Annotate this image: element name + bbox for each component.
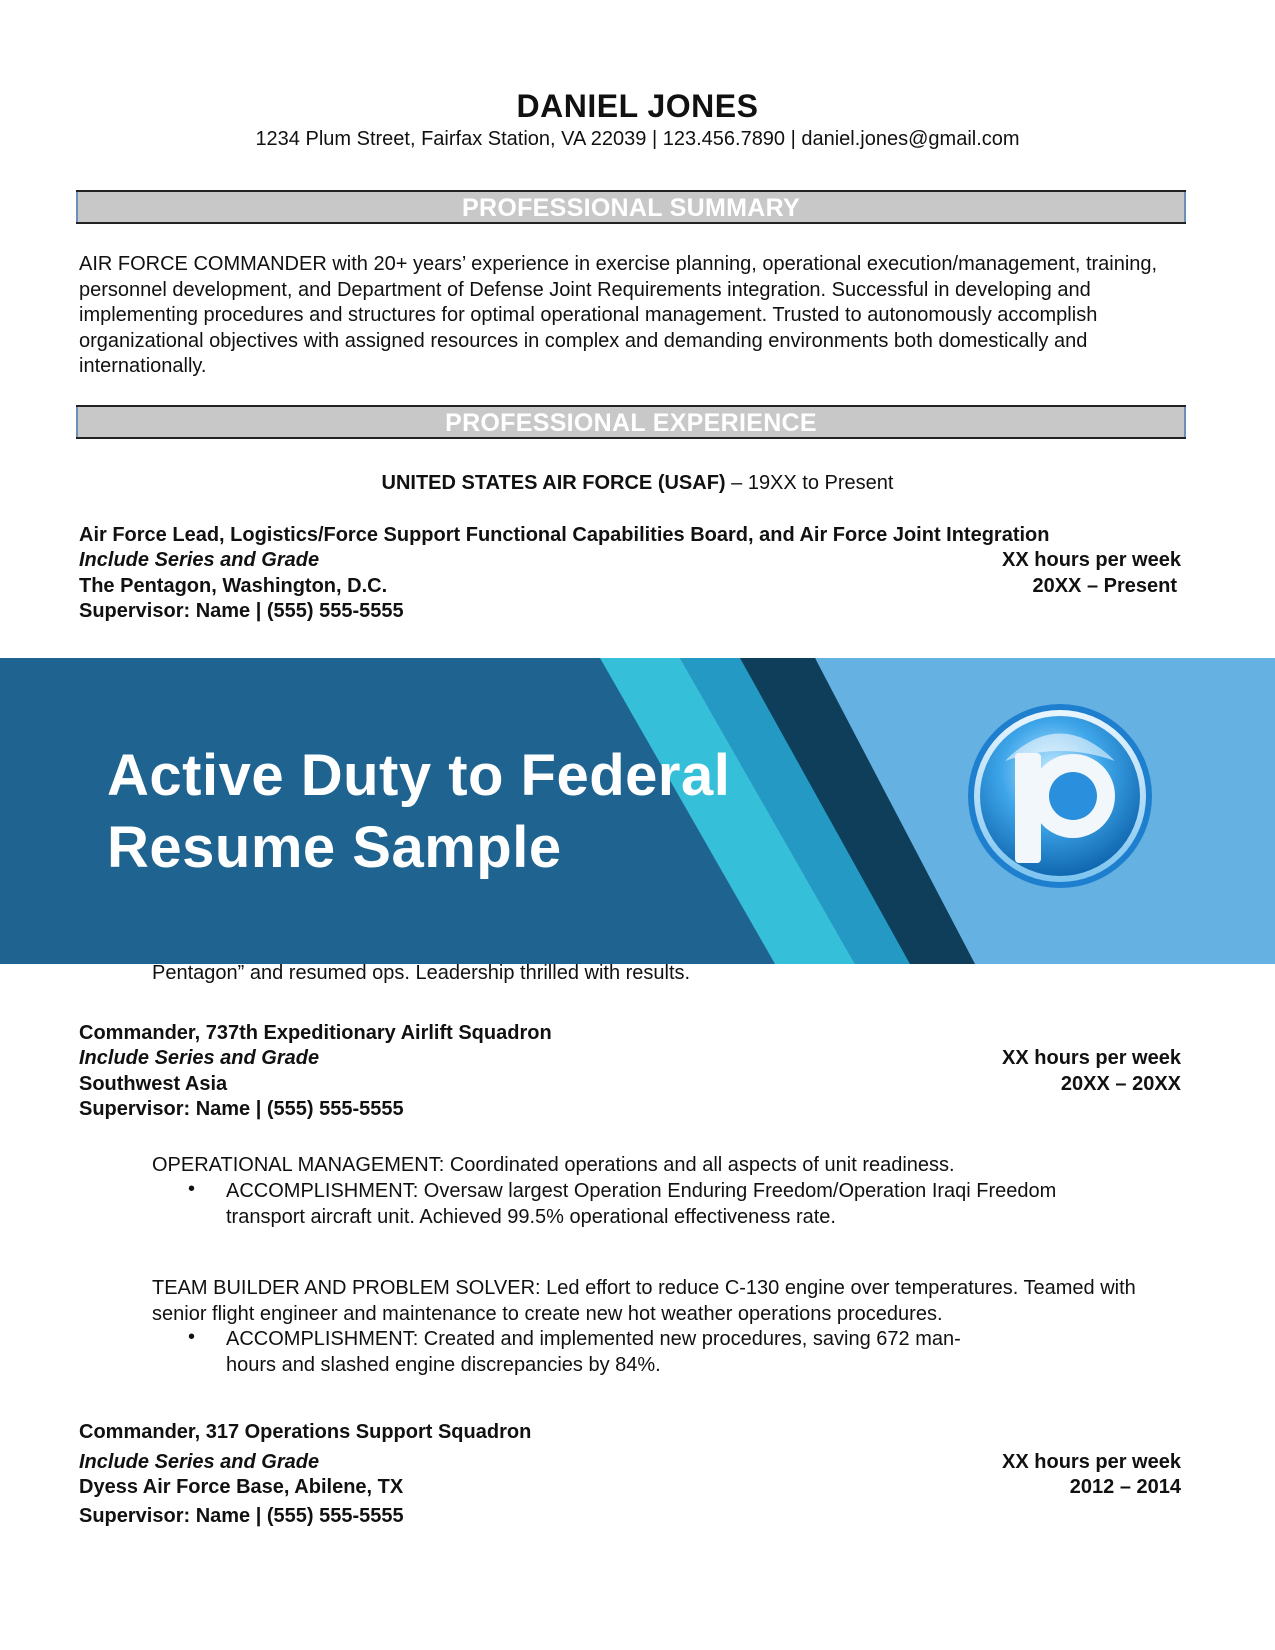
- bullet-marker: •: [188, 1178, 196, 1200]
- experience-section-title: PROFESSIONAL EXPERIENCE: [445, 409, 817, 437]
- banner-title-line2: Resume Sample: [107, 815, 562, 880]
- employer-line: [0, 472, 1275, 495]
- job2-para2: TEAM BUILDER AND PROBLEM SOLVER: Led effort to reduce C-130 engine over temperatures. Teamed with senior flight engineer and maintenance to create new hot weather operations procedures.: [152, 1277, 1136, 1325]
- promo-banner: [0, 658, 1275, 964]
- job2-dates: 20XX – 20XX: [1060, 1073, 1181, 1095]
- job2-hours: XX hours per week: [1002, 1047, 1181, 1069]
- job1-dates: 20XX – Present: [1032, 575, 1177, 597]
- job3-location-row: [79, 1476, 1181, 1499]
- summary-section-bar: [76, 190, 1186, 224]
- experience-section-bar: [76, 405, 1186, 439]
- job1-supervisor: Supervisor: Name | (555) 555-5555: [79, 600, 404, 622]
- job1-trailing-text: Pentagon” and resumed ops. Leadership thrilled with results.: [152, 962, 691, 984]
- job2-bullet1: ACCOMPLISHMENT: Oversaw largest Operation Enduring Freedom/Operation Iraqi Freedom transport aircraft unit. Achieved 99.5% operational effectiveness rate.: [226, 1180, 1057, 1228]
- job3-hours: XX hours per week: [1002, 1451, 1181, 1473]
- job2-title: Commander, 737th Expeditionary Airlift Squadron: [79, 1022, 552, 1044]
- job3-dates: 2012 – 2014: [1069, 1476, 1181, 1498]
- job1-title: Air Force Lead, Logistics/Force Support Functional Capabilities Board, and Air Force Joint Integration: [79, 524, 1050, 546]
- job2-supervisor: Supervisor: Name | (555) 555-5555: [79, 1098, 404, 1120]
- summary-text: AIR FORCE COMMANDER with 20+ years’ experience in exercise planning, operational execution/management, training, personnel development, and Department of Defense Joint Requirements integration. Successful in developing and implementing procedures and structures for optimal operational management. Trusted to autonomously accomplish organizational objectives with assigned resources in complex and demanding environments both domestically and internationally.: [79, 253, 1158, 377]
- job3-series-row: [79, 1451, 1181, 1474]
- resume-name: DANIEL JONES: [516, 88, 759, 124]
- job3-series: Include Series and Grade: [79, 1451, 320, 1473]
- job1-series: Include Series and Grade: [79, 549, 320, 571]
- p-logo-icon: [965, 701, 1155, 891]
- bullet-marker: •: [188, 1326, 196, 1348]
- job1-hours: XX hours per week: [1002, 549, 1181, 571]
- job2-location-row: [79, 1073, 1181, 1096]
- job2-bullet2: ACCOMPLISHMENT: Created and implemented new procedures, saving 672 man-hours and slashed engine discrepancies by 84%.: [226, 1328, 961, 1376]
- banner-title: [107, 740, 730, 884]
- job1-location-row: [79, 575, 1181, 598]
- employer-name: UNITED STATES AIR FORCE (USAF): [381, 472, 726, 494]
- job2-series: Include Series and Grade: [79, 1047, 320, 1069]
- job3-title: Commander, 317 Operations Support Squadron: [79, 1421, 532, 1443]
- job2-location: Southwest Asia: [79, 1073, 228, 1095]
- job1-series-row: [79, 549, 1181, 572]
- contact-line: 1234 Plum Street, Fairfax Station, VA 22039 | 123.456.7890 | daniel.jones@gmail.com: [255, 128, 1020, 150]
- job1-location: The Pentagon, Washington, D.C.: [79, 575, 388, 597]
- summary-section-title: PROFESSIONAL SUMMARY: [462, 194, 800, 222]
- job2-para1: OPERATIONAL MANAGEMENT: Coordinated operations and all aspects of unit readiness.: [152, 1154, 955, 1176]
- job2-series-row: [79, 1047, 1181, 1070]
- employer-dates: – 19XX to Present: [725, 472, 894, 494]
- banner-title-line1: Active Duty to Federal: [107, 743, 731, 808]
- job3-location: Dyess Air Force Base, Abilene, TX: [79, 1476, 404, 1498]
- job3-supervisor: Supervisor: Name | (555) 555-5555: [79, 1505, 404, 1527]
